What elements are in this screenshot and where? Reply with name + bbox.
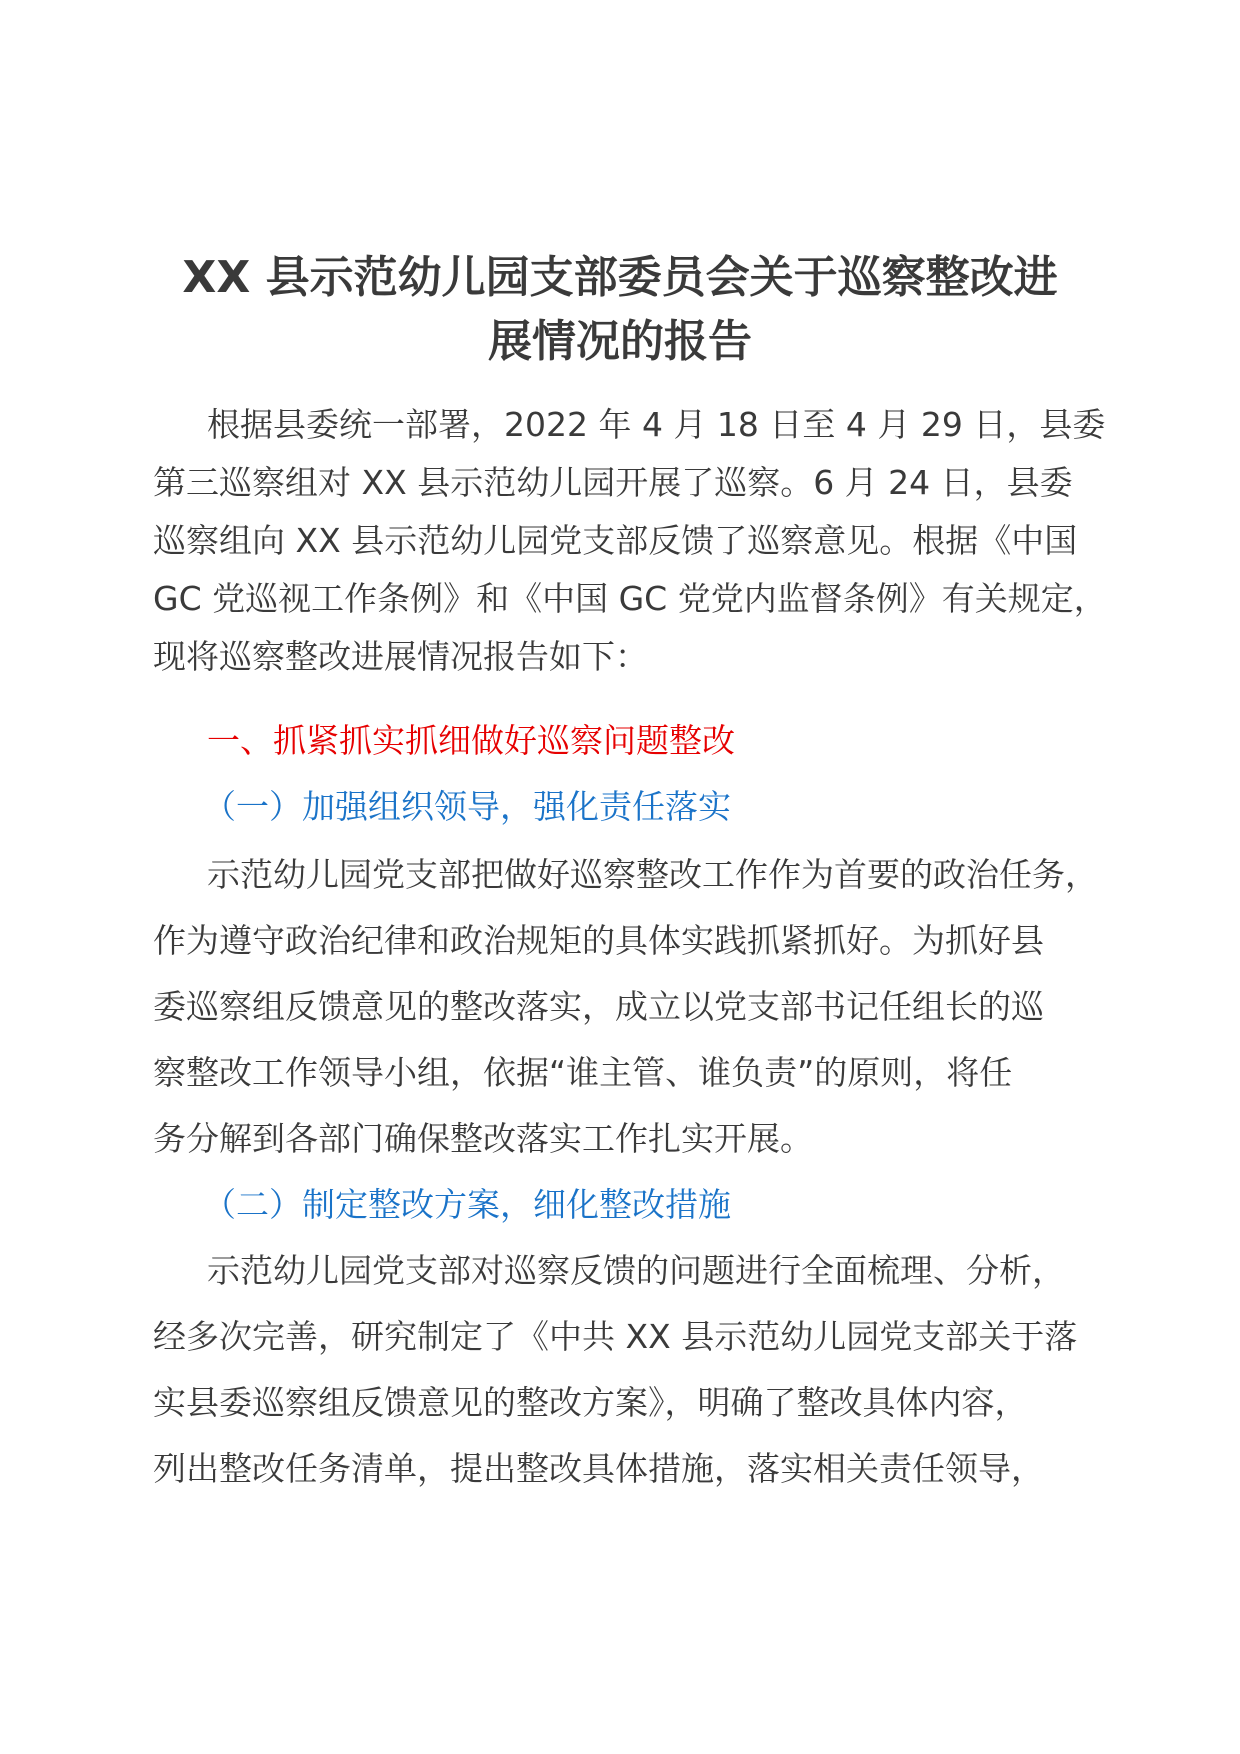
paragraph-3-line-4: 列出整改任务清单，提出整改具体措施，落实相关责任领导， [153,1449,1044,1488]
paragraph-3-line-1: 示范幼儿园党支部对巡察反馈的问题进行全面梳理、分析， [207,1251,1065,1290]
section-heading-1: 一、抓紧抓实抓细做好巡察问题整改 [207,721,735,760]
document-title [140,246,1100,374]
paragraph-2-line-4: 察整改工作领导小组，依据“谁主管、谁负责”的原则，将任 [153,1053,1013,1092]
title-line-1: XX 县示范幼儿园支部委员会关于巡察整改进 [182,252,1058,303]
paragraph-1-line-1: 根据县委统一部署，2022 年 4 月 18 日至 4 月 29 日，县委 [207,405,1106,444]
subsection-heading-2: （二）制定整改方案，细化整改措施 [203,1185,731,1224]
paragraph-1-line-4: GC 党巡视工作条例》和《中国 GC 党党内监督条例》有关规定， [153,579,1107,618]
paragraph-2-line-5: 务分解到各部门确保整改落实工作扎实开展。 [153,1119,813,1158]
paragraph-1-line-2: 第三巡察组对 XX 县示范幼儿园开展了巡察。6 月 24 日，县委 [153,463,1073,502]
paragraph-1-line-5: 现将巡察整改进展情况报告如下： [153,637,648,676]
title-line-2: 展情况的报告 [488,316,752,367]
paragraph-2-line-2: 作为遵守政治纪律和政治规矩的具体实践抓紧抓好。为抓好县 [153,921,1044,960]
paragraph-3-line-3: 实县委巡察组反馈意见的整改方案》，明确了整改具体内容， [153,1383,1028,1422]
paragraph-3-line-2: 经多次完善，研究制定了《中共 XX 县示范幼儿园党支部关于落 [153,1317,1078,1356]
paragraph-2-line-1: 示范幼儿园党支部把做好巡察整改工作作为首要的政治任务， [207,855,1098,894]
paragraph-1-line-3: 巡察组向 XX 县示范幼儿园党支部反馈了巡察意见。根据《中国 [153,521,1078,560]
subsection-heading-1: （一）加强组织领导，强化责任落实 [203,787,731,826]
paragraph-2-line-3: 委巡察组反馈意见的整改落实，成立以党支部书记任组长的巡 [153,987,1044,1026]
